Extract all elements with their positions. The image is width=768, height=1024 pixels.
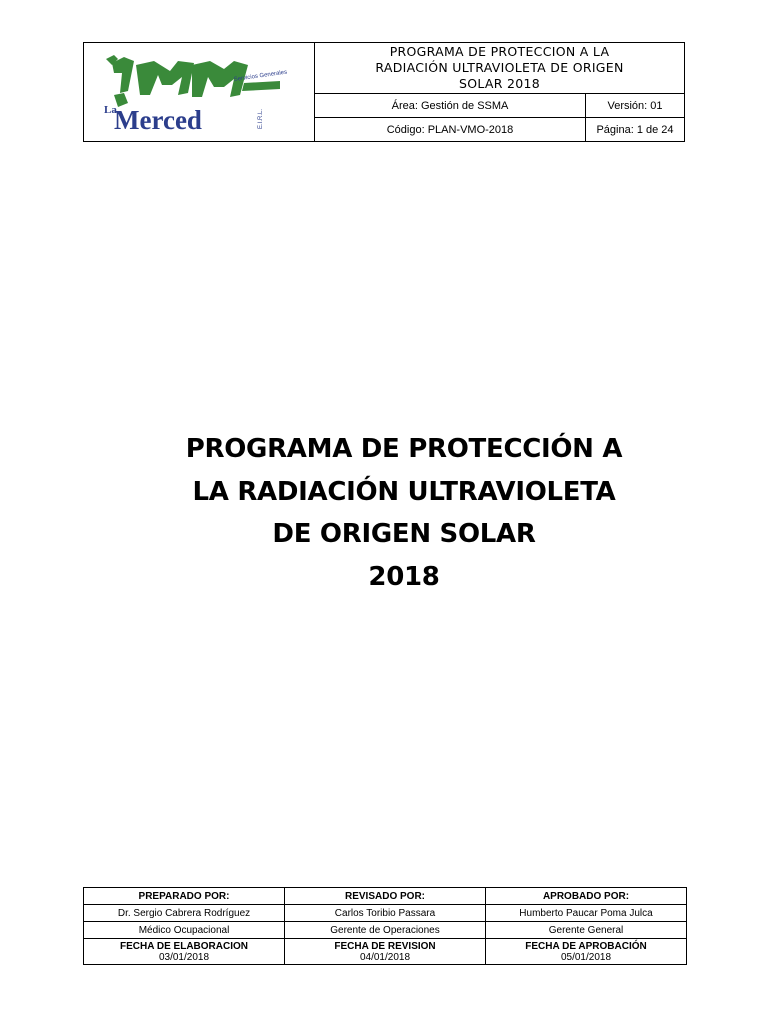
document-title-line: LA RADIACIÓN ULTRAVIOLETA <box>192 476 616 507</box>
reviewed-by-header: REVISADO POR: <box>285 888 486 905</box>
area-field: Área: Gestión de SSMA <box>315 94 586 117</box>
header-title-line: SOLAR 2018 <box>458 76 541 91</box>
elaboration-date-label: FECHA DE ELABORACION <box>120 940 248 952</box>
svg-text:Merced: Merced <box>114 105 202 135</box>
reviewer-role: Gerente de Operaciones <box>285 922 486 939</box>
document-header <box>83 42 685 142</box>
revision-date-cell <box>285 939 486 965</box>
approval-header-row <box>84 888 687 905</box>
la-merced-logo-icon <box>84 43 314 141</box>
document-title <box>0 428 768 598</box>
elaboration-date-cell <box>84 939 285 965</box>
preparer-role: Médico Ocupacional <box>84 922 285 939</box>
header-title <box>315 43 684 94</box>
approval-table <box>83 887 687 965</box>
svg-text:La: La <box>104 104 117 116</box>
code-field: Código: PLAN-VMO-2018 <box>315 118 586 141</box>
svg-text:Servicios Generales: Servicios Generales <box>233 69 288 83</box>
document-title-line: 2018 <box>368 561 440 592</box>
document-title-line: DE ORIGEN SOLAR <box>272 519 536 549</box>
approval-date-cell <box>486 939 687 965</box>
revision-date: 04/01/2018 <box>359 951 411 963</box>
prepared-by-header: PREPARADO POR: <box>84 888 285 905</box>
document-title-line: PROGRAMA DE PROTECCIÓN A <box>185 434 623 464</box>
header-row-code <box>315 118 684 141</box>
approval-date: 05/01/2018 <box>560 951 612 963</box>
approver-name: Humberto Paucar Poma Julca <box>486 905 687 922</box>
approval-names-row <box>84 905 687 922</box>
approval-dates-row <box>84 939 687 965</box>
reviewer-name: Carlos Toribio Passara <box>285 905 486 922</box>
version-field: Versión: 01 <box>607 99 663 112</box>
approval-date-label: FECHA DE APROBACIÓN <box>525 940 647 952</box>
revision-date-label: FECHA DE REVISION <box>334 940 436 952</box>
elaboration-date: 03/01/2018 <box>158 951 210 963</box>
logo-cell <box>84 43 315 141</box>
approval-roles-row <box>84 922 687 939</box>
approver-role: Gerente General <box>486 922 687 939</box>
header-title-line: RADIACIÓN ULTRAVIOLETA DE ORIGEN <box>375 60 624 75</box>
page-field: Página: 1 de 24 <box>596 123 674 136</box>
svg-text:E.I.R.L.: E.I.R.L. <box>258 108 264 129</box>
header-title-line: PROGRAMA DE PROTECCION A LA <box>389 44 610 59</box>
preparer-name: Dr. Sergio Cabrera Rodríguez <box>84 905 285 922</box>
approved-by-header: APROBADO POR: <box>486 888 687 905</box>
header-row-area <box>315 94 684 118</box>
